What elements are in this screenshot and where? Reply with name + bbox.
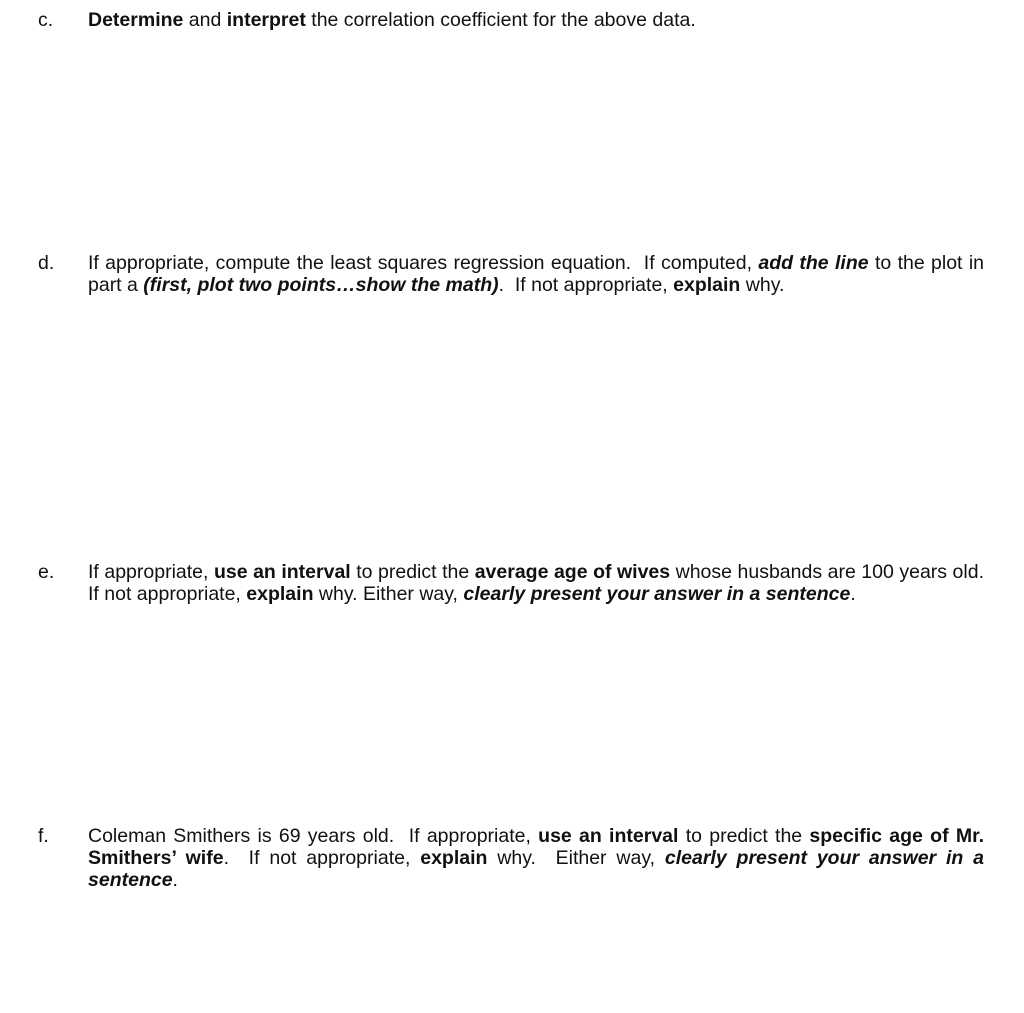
- question-c-seg: Determine: [88, 9, 184, 31]
- question-f-seg: to predict the: [678, 825, 810, 847]
- question-c-seg: interpret: [226, 9, 306, 31]
- question-c-seg: and: [183, 9, 227, 31]
- question-e-seg: why. Either way,: [313, 583, 464, 605]
- question-e-seg: whose husbands are 100 years old. If not appropriate,: [88, 561, 995, 605]
- question-e-seg: If appropriate,: [88, 561, 214, 583]
- question-d-seg: add the line: [758, 252, 869, 274]
- question-e-letter: e.: [38, 561, 55, 583]
- question-d-seg: explain: [673, 274, 741, 296]
- question-f-seg: use an interval: [538, 825, 679, 847]
- question-d-seg: . If not appropriate,: [498, 274, 674, 296]
- question-f-seg: explain: [420, 847, 488, 869]
- question-f-letter: f.: [38, 825, 49, 847]
- question-c-letter: c.: [38, 9, 54, 31]
- question-e-seg: to predict the: [350, 561, 475, 583]
- question-f-seg: clearly present your answer in a sentence: [88, 847, 990, 891]
- question-f-seg: . If not appropriate,: [223, 847, 421, 869]
- question-e-seg: clearly present your answer in a sentence: [463, 583, 851, 605]
- question-e-text: [88, 561, 995, 605]
- question-c-seg: the correlation coefficient for the above data.: [305, 9, 696, 31]
- question-f-seg: why. Either way,: [487, 847, 665, 869]
- question-f-seg: .: [172, 869, 178, 891]
- question-d-seg: why.: [740, 274, 785, 296]
- question-d-seg: to the plot in part a: [88, 252, 990, 296]
- question-e-seg: explain: [246, 583, 314, 605]
- question-d-seg: (first, plot two points…show the math): [143, 274, 499, 296]
- question-d-seg: If appropriate, compute the least squares regression equation. If computed,: [88, 252, 759, 274]
- question-d-text: [88, 252, 990, 296]
- question-d-letter: d.: [38, 252, 55, 274]
- question-f-seg: Coleman Smithers is 69 years old. If appropriate,: [88, 825, 539, 847]
- question-f-seg: specific age of Mr. Smithers’ wife: [88, 825, 990, 869]
- question-f-text: [88, 825, 990, 891]
- question-e-seg: .: [850, 583, 856, 605]
- question-e-seg: use an interval: [213, 561, 351, 583]
- question-c-text: [88, 9, 984, 31]
- question-e-seg: average age of wives: [474, 561, 671, 583]
